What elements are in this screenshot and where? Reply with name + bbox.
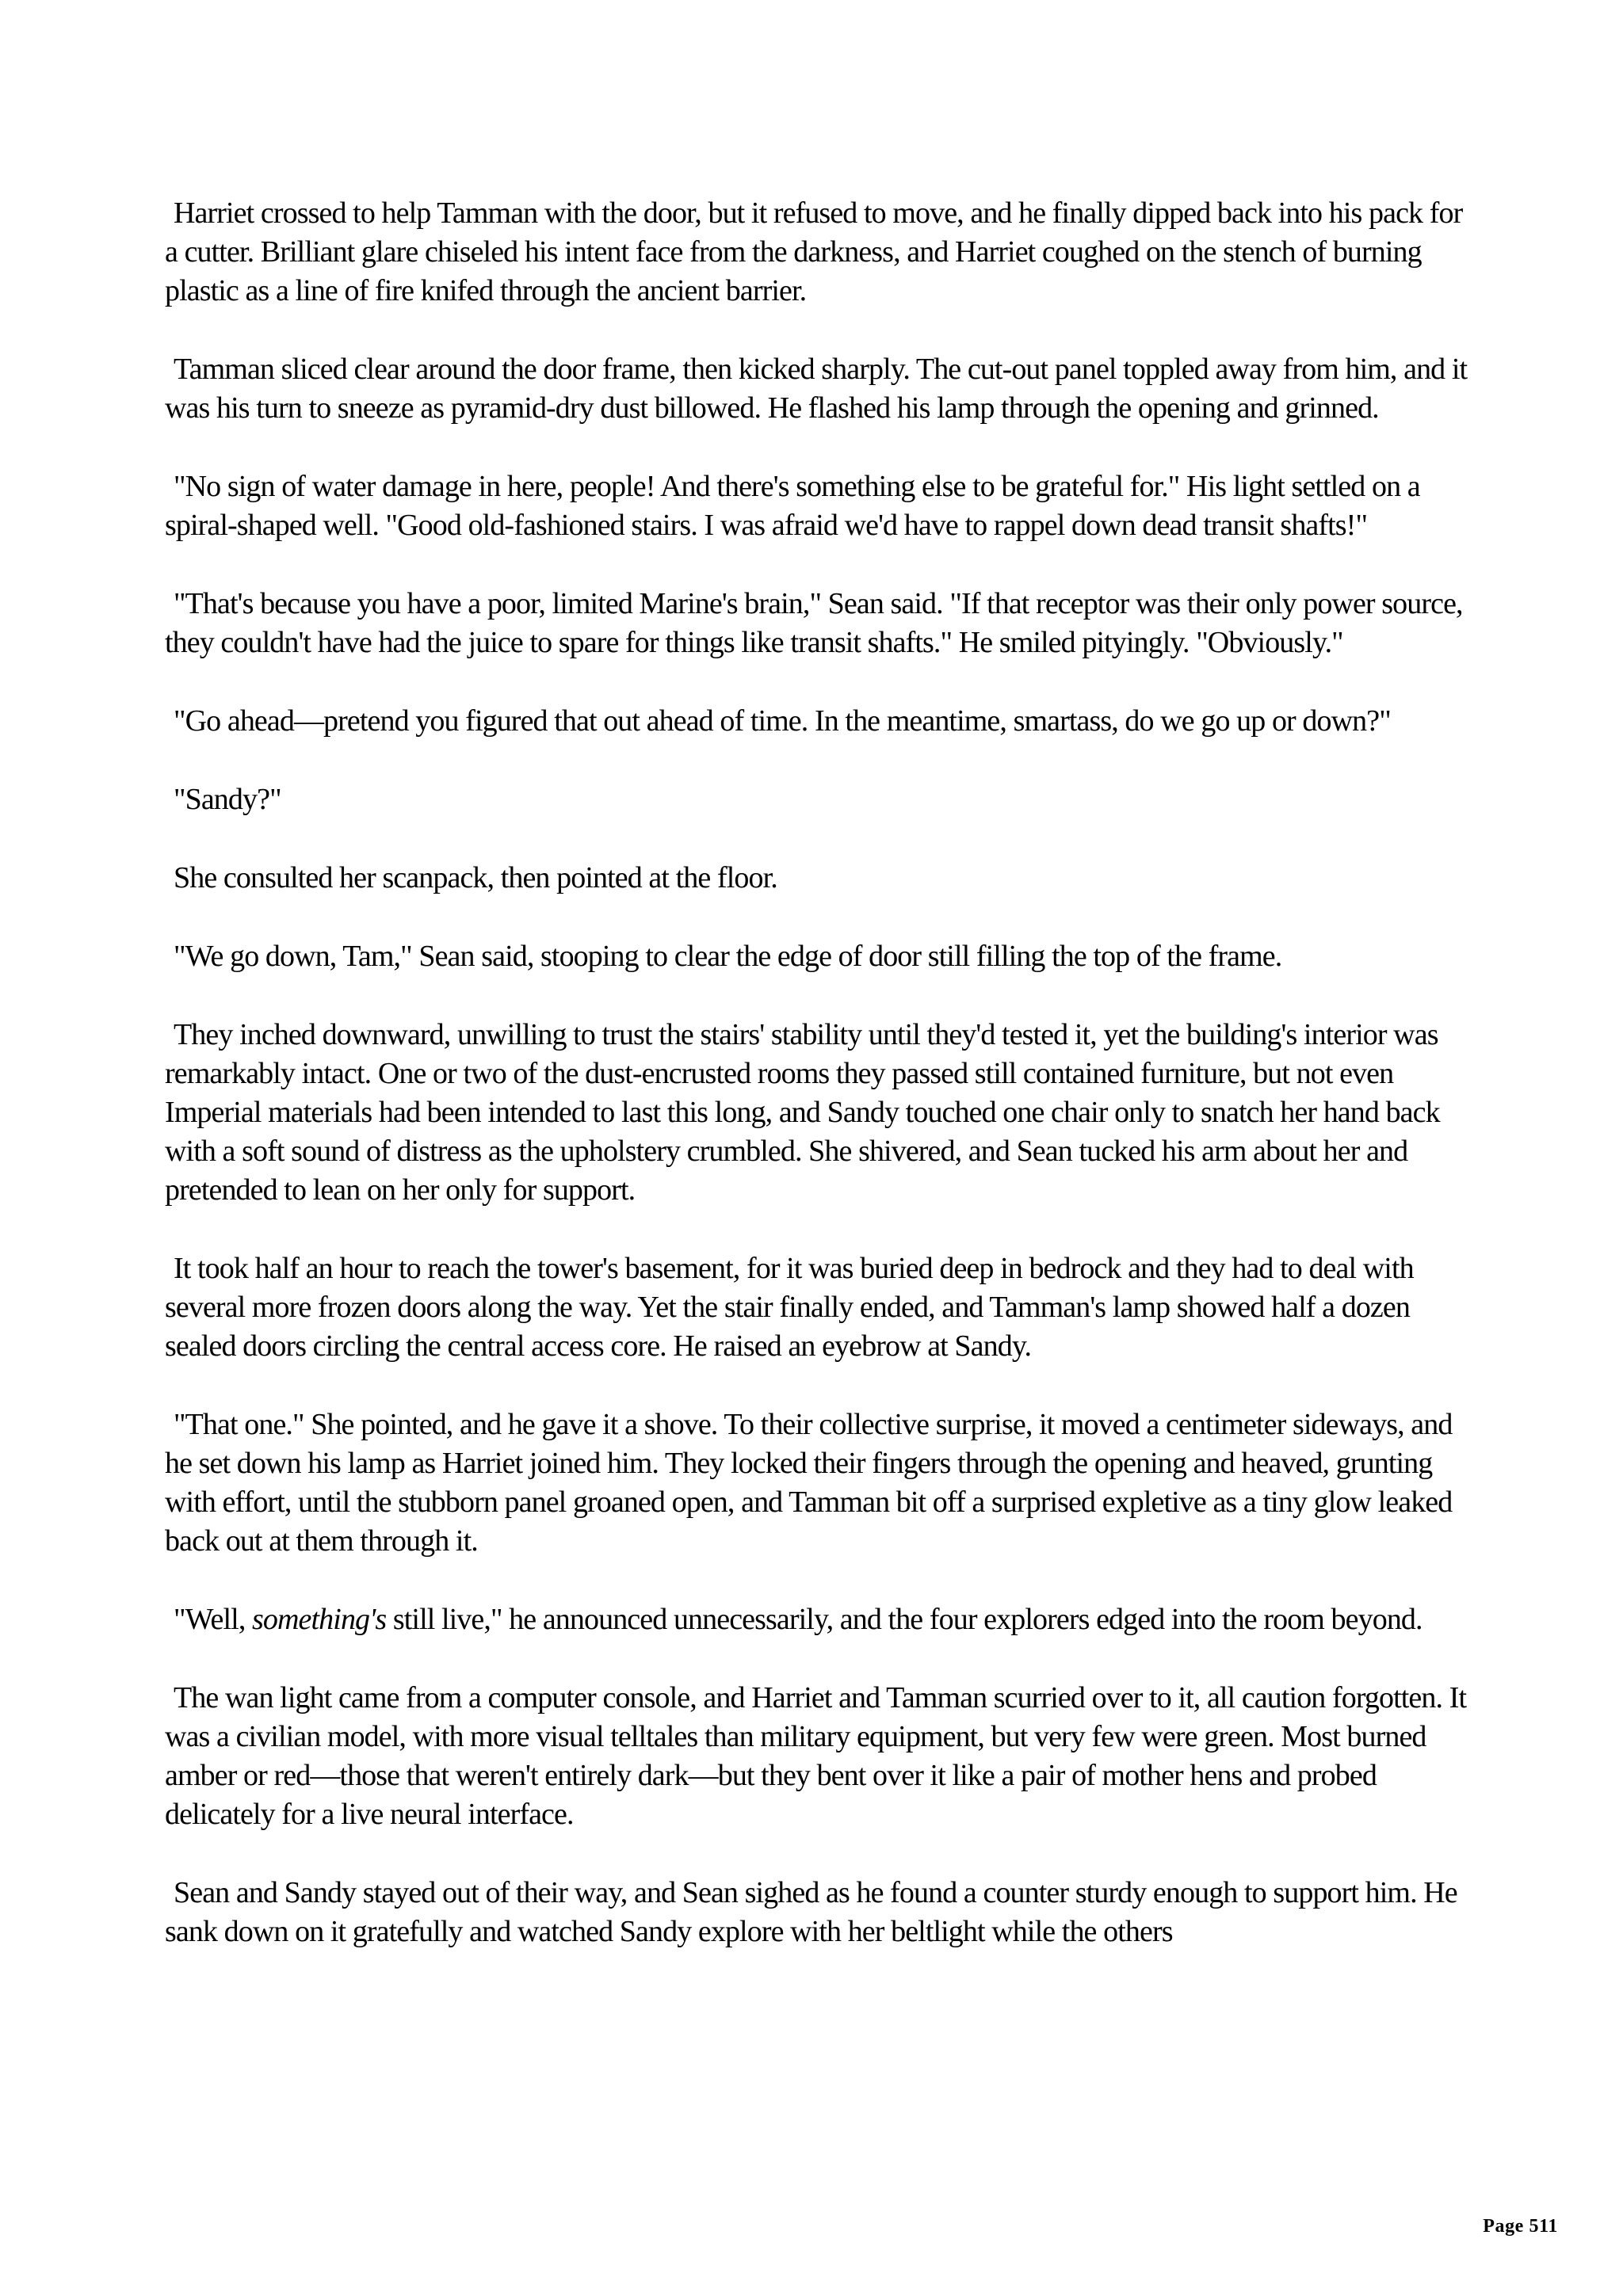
paragraph-9: They inched downward, unwilling to trust the stairs' stability until they'd tested it, yet the building's interior was remarkably intact. One or two of the dust-encrusted rooms they passed still contained furniture, but not even Imperial materials had been intended to last this long, and Sandy touched one chair only to snatch her hand back with a soft sound of distress as the upholstery crumbled. She shivered, and Sean tucked his arm about her and pretended to lean on her only for support. [165, 1018, 1440, 1207]
paragraph-12-rest: still live," he announced unnecessarily, and the four explorers edged into the room beyond. [386, 1603, 1423, 1636]
paragraph-13: The wan light came from a computer console, and Harriet and Tamman scurried over to it, all caution forgotten. It was a civilian model, with more visual telltales than military equipment, but very few were green. Most burned amber or red—those that weren't entirely dark—but they bent over it like a pair of mother hens and probed delicately for a live neural interface. [165, 1681, 1467, 1831]
paragraph-12 [165, 1600, 1472, 1639]
page-number: Page 511 [1483, 2216, 1558, 2237]
paragraph-4: "That's because you have a poor, limited Marine's brain," Sean said. "If that receptor was their only power source, they couldn't have had the juice to spare for things like transit shafts." He smiled pityingly. "Obviously." [165, 587, 1463, 659]
paragraph-14: Sean and Sandy stayed out of their way, and Sean sighed as he found a counter sturdy enough to support him. He sank down on it gratefully and watched Sandy explore with her beltlight while the others [165, 1876, 1457, 1948]
paragraph-1: Harriet crossed to help Tamman with the door, but it refused to move, and he finally dipped back into his pack for a cutter. Brilliant glare chiseled his intent face from the darkness, and Harriet coughed on the stench of burning plastic as a line of fire knifed through the ancient barrier. [165, 196, 1463, 307]
paragraph-2: Tamman sliced clear around the door frame, then kicked sharply. The cut-out panel toppled away from him, and it was his turn to sneeze as pyramid-dry dust billowed. He flashed his lamp through the opening and grinned. [165, 353, 1468, 425]
paragraph-11: "That one." She pointed, and he gave it a shove. To their collective surprise, it moved a centimeter sideways, and he set down his lamp as Harriet joined him. They locked their fingers through the opening and heaved, grunting with effort, until the stubborn panel groaned open, and Tamman bit off a surprised expletive as a tiny glow leaked back out at them through it. [165, 1408, 1453, 1558]
paragraph-6: "Sandy?" [174, 783, 281, 816]
paragraph-8: "We go down, Tam," Sean said, stooping to clear the edge of door still filling the top of the frame. [174, 940, 1282, 973]
paragraph-7: She consulted her scanpack, then pointed at the floor. [174, 861, 777, 894]
page-body [165, 194, 1472, 1991]
paragraph-10: It took half an hour to reach the tower's basement, for it was buried deep in bedrock and they had to deal with several more frozen doors along the way. Yet the stair finally ended, and Tamman's lamp showed half a dozen sealed doors circling the central access core. He raised an eyebrow at Sandy. [165, 1252, 1414, 1363]
paragraph-12-emphasis: something's [252, 1603, 387, 1636]
paragraph-12-lead: "Well, [174, 1603, 253, 1636]
paragraph-3: "No sign of water damage in here, people! And there's something else to be grateful for." His light settled on a spiral-shaped well. "Good old-fashioned stairs. I was afraid we'd have to rappel down dead transit shafts!" [165, 470, 1420, 542]
paragraph-5: "Go ahead—pretend you figured that out ahead of time. In the meantime, smartass, do we go up or down?" [174, 704, 1391, 738]
